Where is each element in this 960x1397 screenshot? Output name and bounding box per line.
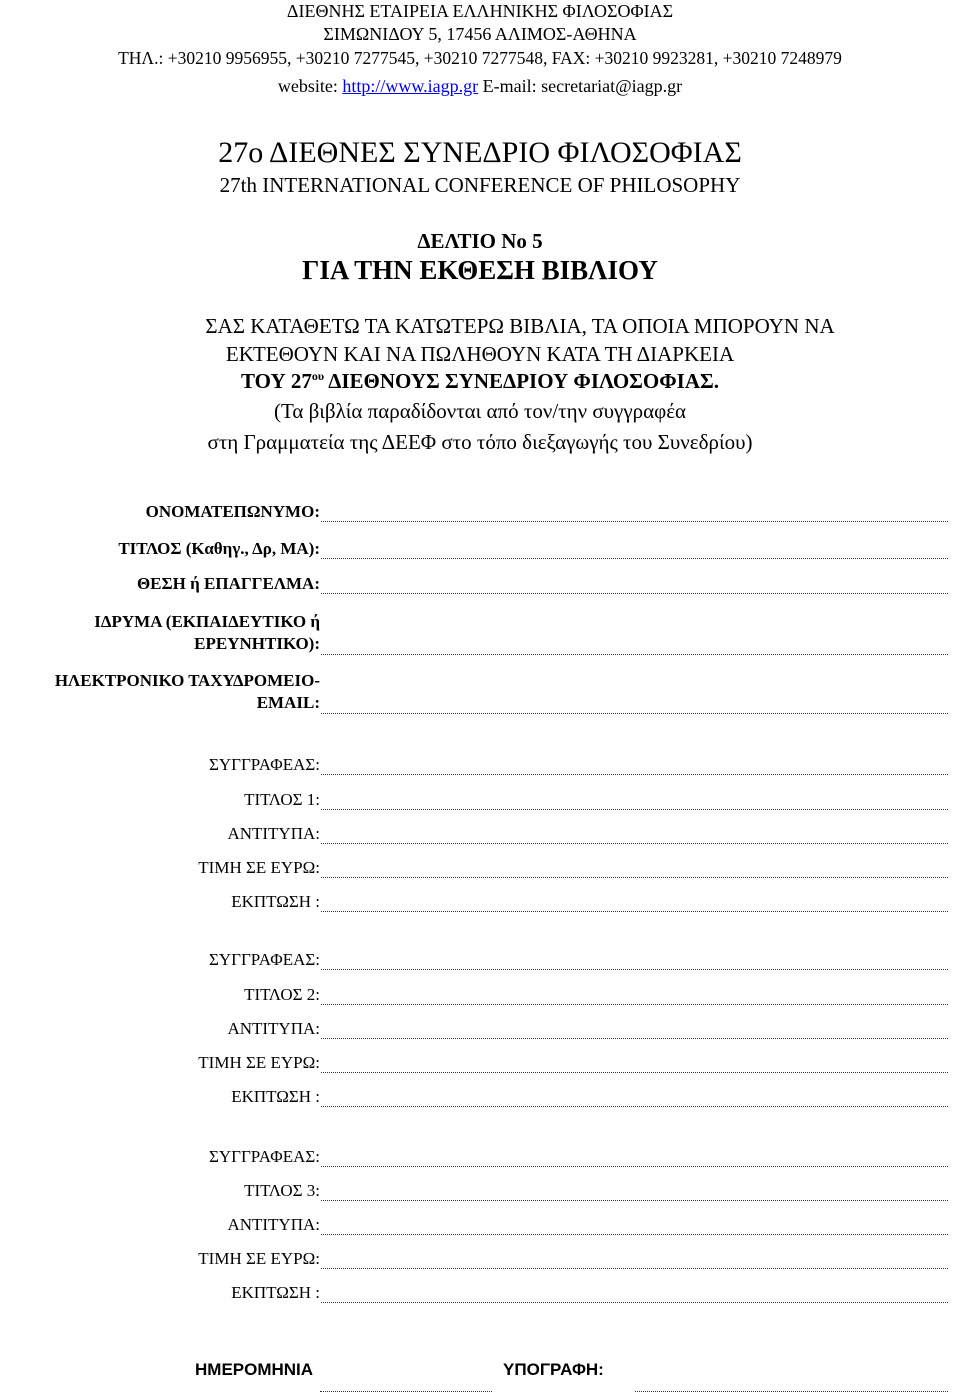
conference-title-gr: 27ο ΔΙΕΘΝΕΣ ΣΥΝΕΔΡΙΟ ΦΙΛΟΣΟΦΙΑΣ <box>218 136 742 169</box>
institution-field[interactable] <box>321 654 948 655</box>
book-author-field[interactable] <box>321 969 948 970</box>
book-title-label: ΤΙΤΛΟΣ 3: <box>244 1181 320 1200</box>
book-title-label: ΤΙΤΛΟΣ 1: <box>244 790 320 809</box>
org-name: ΔΙΕΘΝΗΣ ΕΤΑΙΡΕΙΑ ΕΛΛΗΝΙΚΗΣ ΦΙΛΟΣΟΦΙΑΣ <box>286 1 674 21</box>
book-author-label: ΣΥΓΓΡΑΦΕΑΣ: <box>208 1147 320 1166</box>
book-copies-field[interactable] <box>321 843 948 844</box>
date-field[interactable] <box>320 1391 492 1392</box>
date-label: ΗΜΕΡΟΜΗΝΙΑ <box>195 1360 314 1379</box>
book-author-field[interactable] <box>321 1166 948 1167</box>
book-price-field[interactable] <box>321 877 948 878</box>
book-title-field[interactable] <box>321 809 948 810</box>
website-link[interactable]: http://www.iagp.gr <box>342 76 479 96</box>
intro-line-1: ΣΑΣ ΚΑΤΑΘΕΤΩ ΤΑ ΚΑΤΩΤΕΡΩ ΒΙΒΛΙΑ, ΤΑ ΟΠΟΙΑ ΜΠΟΡΟΥΝ ΝΑ <box>205 314 835 338</box>
website-label: website: <box>277 76 343 96</box>
intro-line-3-pre: ΤΟΥ 27 <box>241 369 312 393</box>
book-price-field[interactable] <box>321 1072 948 1073</box>
name-field[interactable] <box>321 521 948 522</box>
book-price-field[interactable] <box>321 1268 948 1269</box>
email-label-2: EMAIL: <box>256 693 320 712</box>
book-copies-field[interactable] <box>321 1038 948 1039</box>
book-copies-label: ΑΝΤΙΤΥΠΑ: <box>227 824 320 843</box>
book-discount-label: ΕΚΠΤΩΣΗ : <box>231 1283 320 1302</box>
book-title-label: ΤΙΤΛΟΣ 2: <box>244 985 320 1004</box>
intro-line-4: (Τα βιβλία παραδίδονται από τον/την συγγραφέα <box>273 399 687 423</box>
email-field[interactable] <box>321 713 948 714</box>
position-label: ΘΕΣΗ ή ΕΠΑΓΓΕΛΜΑ: <box>136 574 320 593</box>
org-phones: ΤΗΛ.: +30210 9956955, +30210 7277545, +30210 7277548, FAX: +30210 9923281, +30210 7248979 <box>118 48 842 68</box>
email-text: E-mail: secretariat@iagp.gr <box>478 76 683 96</box>
signature-field[interactable] <box>635 1391 948 1392</box>
book-copies-label: ΑΝΤΙΤΥΠΑ: <box>227 1215 320 1234</box>
bulletin-subject: ΓΙΑ ΤΗΝ ΕΚΘΕΣΗ ΒΙΒΛΙΟΥ <box>302 255 658 285</box>
institution-label-1: ΙΔΡΥΜΑ (ΕΚΠΑΙΔΕΥΤΙΚΟ ή <box>94 612 320 631</box>
book-title-field[interactable] <box>321 1004 948 1005</box>
book-discount-label: ΕΚΠΤΩΣΗ : <box>231 1087 320 1106</box>
book-author-label: ΣΥΓΓΡΑΦΕΑΣ: <box>208 755 320 774</box>
book-title-field[interactable] <box>321 1200 948 1201</box>
org-address: ΣΙΜΩΝΙΔΟΥ 5, 17456 ΑΛΙΜΟΣ-ΑΘΗΝΑ <box>323 24 637 44</box>
institution-label-2: ΕΡΕΥΝΗΤΙΚΟ): <box>194 634 320 653</box>
academic-title-label: ΤΙΤΛΟΣ (Καθηγ., Δρ, ΜΑ): <box>118 539 320 558</box>
book-price-label: ΤΙΜΗ ΣΕ ΕΥΡΩ: <box>198 1249 320 1268</box>
book-copies-label: ΑΝΤΙΤΥΠΑ: <box>227 1019 320 1038</box>
book-author-label: ΣΥΓΓΡΑΦΕΑΣ: <box>208 950 320 969</box>
book-discount-field[interactable] <box>321 1302 948 1303</box>
book-author-field[interactable] <box>321 774 948 775</box>
org-contact <box>0 76 960 97</box>
book-price-label: ΤΙΜΗ ΣΕ ΕΥΡΩ: <box>198 858 320 877</box>
book-discount-field[interactable] <box>321 911 948 912</box>
intro-line-3 <box>0 369 960 394</box>
intro-line-3-post: ΔΙΕΘΝΟΥΣ ΣΥΝΕΔΡΙΟΥ ΦΙΛΟΣΟΦΙΑΣ. <box>324 369 719 393</box>
signature-label: ΥΠΟΓΡΑΦΗ: <box>503 1360 604 1379</box>
intro-line-2: ΕΚΤΕΘΟΥΝ ΚΑΙ ΝΑ ΠΩΛΗΘΟΥΝ ΚΑΤΑ ΤΗ ΔΙΑΡΚΕΙΑ <box>225 342 735 366</box>
intro-line-3-sup: ου <box>311 369 325 383</box>
position-field[interactable] <box>321 593 948 594</box>
book-discount-field[interactable] <box>321 1106 948 1107</box>
name-label: ΟΝΟΜΑΤΕΠΩΝΥΜΟ: <box>145 502 320 521</box>
intro-line-5: στη Γραμματεία της ΔΕΕΦ στο τόπο διεξαγωγής του Συνεδρίου) <box>207 430 753 454</box>
book-discount-label: ΕΚΠΤΩΣΗ : <box>231 892 320 911</box>
book-copies-field[interactable] <box>321 1234 948 1235</box>
email-label-1: ΗΛΕΚΤΡΟΝΙΚΟ ΤΑΧΥΔΡΟΜΕΙΟ- <box>54 671 320 690</box>
bulletin-number: ΔΕΛΤΙΟ Νο 5 <box>417 229 543 253</box>
academic-title-field[interactable] <box>321 558 948 559</box>
conference-title-en: 27th INTERNATIONAL CONFERENCE OF PHILOSOPHY <box>219 173 741 197</box>
book-price-label: ΤΙΜΗ ΣΕ ΕΥΡΩ: <box>198 1053 320 1072</box>
